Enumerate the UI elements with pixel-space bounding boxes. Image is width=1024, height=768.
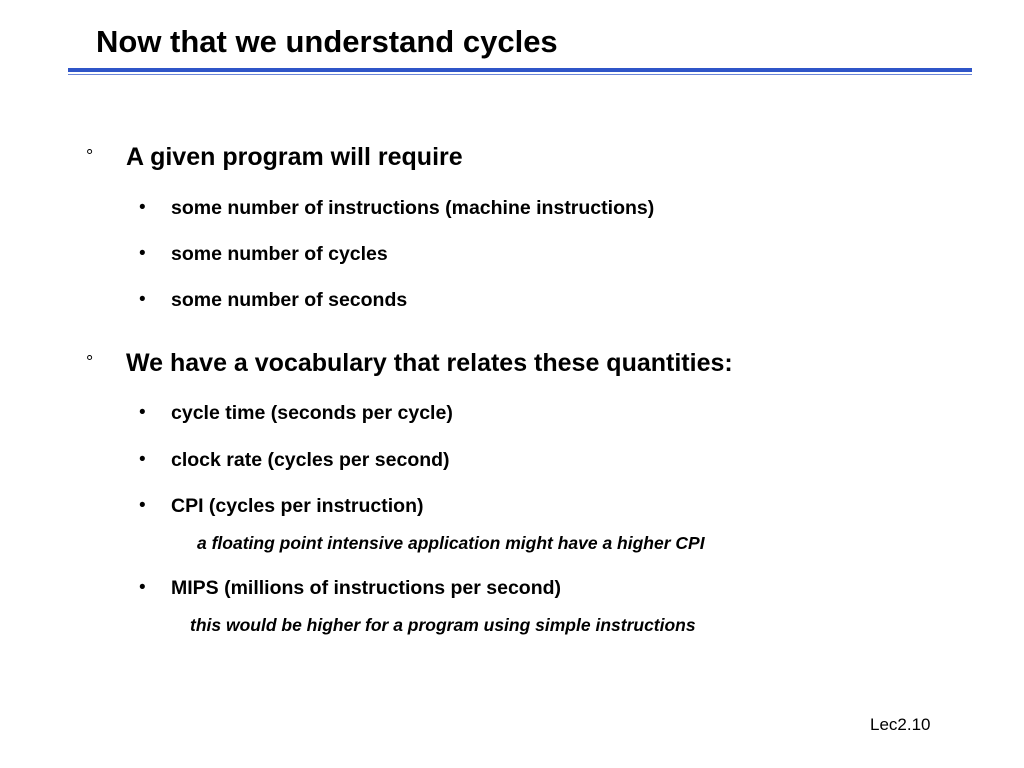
section-2-bullet-2-marker: • — [139, 449, 146, 470]
section-1-bullet-2-marker: • — [139, 243, 146, 264]
section-1-bullet-3-marker: • — [139, 289, 146, 310]
title-rule-thin — [68, 74, 972, 75]
section-2-bullet-3-note: a floating point intensive application might have a higher CPI — [197, 533, 705, 553]
section-2-heading: We have a vocabulary that relates these quantities: — [126, 349, 733, 377]
section-2-bullet-2: clock rate (cycles per second) — [171, 449, 450, 471]
section-2-bullet-1-marker: • — [139, 402, 146, 423]
section-1-heading: A given program will require — [126, 143, 463, 171]
section-2-bullet-1: cycle time (seconds per cycle) — [171, 402, 453, 424]
section-2-marker: ° — [86, 352, 94, 372]
section-1-bullet-3: some number of seconds — [171, 289, 408, 311]
section-2-bullet-4: MIPS (millions of instructions per second) — [171, 577, 562, 599]
slide-number: Lec2.10 — [870, 715, 931, 734]
section-1-bullet-2: some number of cycles — [171, 243, 388, 265]
slide-title: Now that we understand cycles — [96, 24, 558, 59]
section-2-bullet-4-note: this would be higher for a program using simple instructions — [190, 615, 696, 635]
section-1-marker: ° — [86, 146, 94, 166]
section-2-bullet-4-marker: • — [139, 577, 146, 598]
section-1-bullet-1-marker: • — [139, 197, 146, 218]
section-2-bullet-3: CPI (cycles per instruction) — [171, 495, 424, 517]
section-1-bullet-1: some number of instructions (machine instructions) — [171, 197, 655, 219]
section-2-bullet-3-marker: • — [139, 495, 146, 516]
title-rule-thick — [68, 68, 972, 72]
